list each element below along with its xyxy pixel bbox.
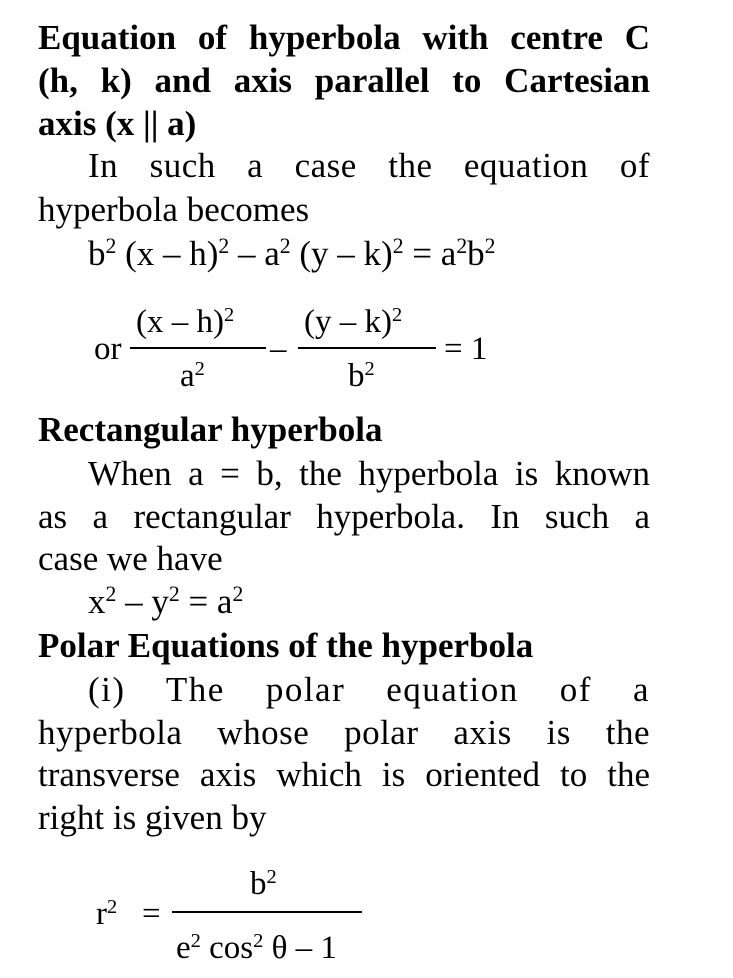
paragraph-line: right is given by — [38, 798, 267, 837]
equation-hyperbola-expanded: $b^2$ $(x - h)^2 - a^2$ $(y - k)^2 = a^2b^2$ — [88, 234, 496, 273]
heading-hyperbola-centre-line2: (h, k) and axis parallel to Cartesian — [38, 61, 650, 100]
heading-polar-equations: Polar Equations of the hyperbola — [38, 626, 534, 665]
fraction-bar — [130, 347, 266, 349]
fraction-bar — [298, 347, 436, 349]
fraction-numerator: $b^2$ — [250, 865, 277, 902]
fraction-denominator: $e^2$ $\cos^2 \theta - 1$ — [176, 929, 337, 966]
paragraph-line: When a = b, the hyperbola is known — [88, 454, 650, 493]
minus-sign: – — [270, 331, 287, 367]
heading-hyperbola-centre: Equation of hyperbola with centre C — [38, 18, 650, 57]
fraction-denominator: $a^2$ — [180, 357, 205, 394]
or-label: or — [94, 331, 122, 367]
paragraph-line: case we have — [38, 539, 223, 578]
fraction-numerator: (y – k)$^2$ — [304, 303, 403, 340]
heading-hyperbola-centre-line3: axis (x || a) — [38, 104, 197, 143]
equation-rectangular-hyperbola: $x^2 - y^2 = a^2$ — [88, 582, 244, 621]
fraction-numerator: (x – h)$^2$ — [136, 303, 235, 340]
heading-rectangular-hyperbola: Rectangular hyperbola — [38, 410, 383, 449]
fraction-denominator: $b^2$ — [348, 357, 375, 394]
paragraph-line: (i) The polar equation of a — [88, 670, 650, 709]
paragraph-line: hyperbola becomes — [38, 190, 310, 229]
polar-r: $r^2$ — [96, 895, 118, 932]
paragraph-line: as a rectangular hyperbola. In such a — [38, 497, 650, 536]
paragraph-line: hyperbola whose polar axis is the — [38, 713, 650, 752]
equals-sign: = — [142, 896, 161, 932]
equals-one: = 1 — [444, 331, 488, 367]
fraction-bar — [172, 911, 362, 913]
paragraph-line: In such a case the equation of — [88, 146, 650, 185]
paragraph-line: transverse axis which is oriented to the — [38, 755, 650, 794]
